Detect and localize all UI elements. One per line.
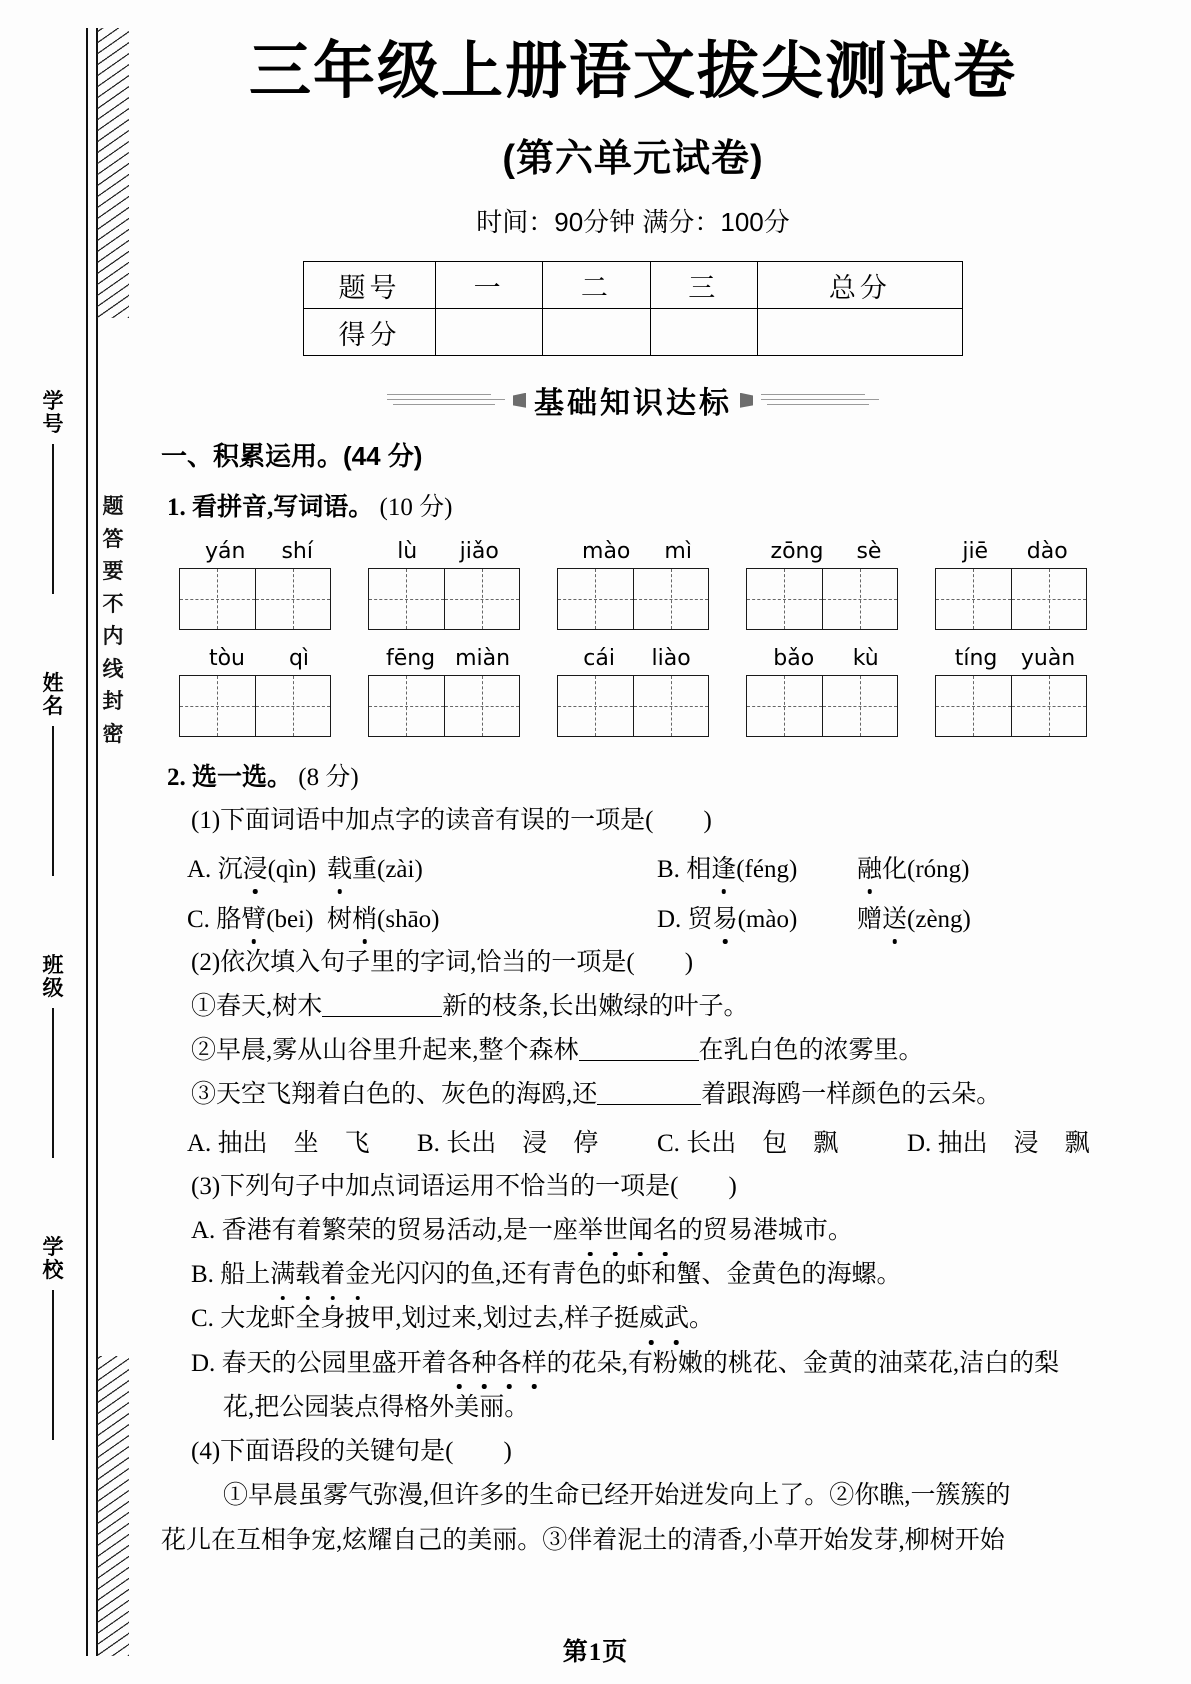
option-word: 包 xyxy=(762,1129,788,1157)
seal-char-4: 内 xyxy=(102,624,124,649)
option-word: 浸 xyxy=(1013,1129,1039,1157)
option-word: 胳臂(bei) xyxy=(216,906,313,933)
score-col-2: 二 xyxy=(543,262,650,309)
option-word: 抽出 xyxy=(937,1129,988,1157)
pinyin-label xyxy=(746,539,906,568)
question-2-1-stem: (1)下面词语中加点字的读音有误的一项是( ) xyxy=(191,807,712,835)
pinyin-syllable: yuàn xyxy=(1020,646,1076,672)
answer-blank[interactable] xyxy=(579,1060,699,1061)
question-2-3-option-a[interactable] xyxy=(161,1214,1105,1247)
option-key: D. xyxy=(657,905,682,933)
pinyin-item xyxy=(368,646,528,737)
pinyin-label xyxy=(179,539,339,568)
label-char-b: 号 xyxy=(42,412,64,437)
score-table xyxy=(303,261,963,356)
hatch-column xyxy=(97,28,129,1656)
sidebar-field-label xyxy=(30,954,76,1000)
sidebar-field-blank[interactable] xyxy=(52,444,54,594)
main-content xyxy=(133,0,1133,1684)
question-2-2-options xyxy=(161,1123,1105,1159)
sentence-prefix: ②早晨,雾从山谷里升起来,整个森林 xyxy=(191,1037,579,1065)
page-subtitle: (第六单元试卷) xyxy=(502,138,764,181)
seal-char-3: 不 xyxy=(102,591,124,616)
writing-grid[interactable] xyxy=(746,568,898,630)
answer-blank[interactable] xyxy=(322,1016,442,1017)
writing-grid[interactable] xyxy=(368,675,520,737)
option-b-second-word: 融化(róng) xyxy=(857,849,970,885)
question-2-score: (8 分) xyxy=(298,764,359,792)
seal-char-1: 答 xyxy=(102,526,124,551)
score-row-label: 得分 xyxy=(304,309,436,356)
option-word: 飘 xyxy=(813,1129,839,1157)
option-word: 飞 xyxy=(344,1129,370,1157)
option-word: 沉浸(qìn) xyxy=(218,856,317,883)
pinyin-syllable: mì xyxy=(664,539,692,565)
question-2-3-option-d[interactable] xyxy=(161,1347,1105,1380)
option-c[interactable] xyxy=(657,1123,907,1159)
writing-grid[interactable] xyxy=(179,675,331,737)
label-char-a: 学 xyxy=(42,1235,64,1259)
pinyin-label xyxy=(179,646,339,675)
option-key: C. xyxy=(657,1129,680,1157)
page-footer: 第1页 xyxy=(562,1639,629,1666)
pinyin-label xyxy=(935,539,1095,568)
pinyin-item xyxy=(935,539,1095,630)
sentence-suffix: 新的枝条,长出嫩绿的叶子。 xyxy=(442,992,749,1020)
option-d-second-word: 赠送(zèng) xyxy=(857,899,971,935)
option-key: A. xyxy=(187,855,212,883)
pinyin-syllable: liào xyxy=(651,646,691,672)
option-key: A. xyxy=(191,1216,216,1244)
seal-char-6: 封 xyxy=(102,689,124,714)
sidebar-field-xuehao[interactable] xyxy=(30,390,76,594)
option-key: D. xyxy=(907,1129,932,1157)
sidebar-field-blank[interactable] xyxy=(52,726,54,876)
sidebar-field-label xyxy=(30,390,76,436)
pinyin-row-2 xyxy=(161,646,1105,737)
question-2-3-option-d-continued: 花,把公园装点得格外美丽。 xyxy=(223,1393,530,1421)
writing-grid[interactable] xyxy=(557,675,709,737)
sidebar-rule-outer xyxy=(86,28,88,1656)
option-word: 抽出 xyxy=(217,1129,268,1157)
pinyin-item xyxy=(557,646,717,737)
answer-blank[interactable] xyxy=(597,1104,701,1105)
pinyin-label xyxy=(935,646,1095,675)
sidebar-field-blank[interactable] xyxy=(52,1008,54,1158)
question-2-text: 选一选。 xyxy=(192,764,293,792)
table-row-scores xyxy=(304,309,963,356)
writing-grid[interactable] xyxy=(935,568,1087,630)
pinyin-item xyxy=(179,646,339,737)
question-1-score: (10 分) xyxy=(379,494,453,522)
pinyin-item xyxy=(935,646,1095,737)
option-key: C. xyxy=(191,1305,214,1333)
seal-sidebar xyxy=(0,0,130,1684)
option-a-second-word: 载重(zài) xyxy=(327,849,657,885)
option-d[interactable] xyxy=(657,899,857,935)
table-row-header xyxy=(304,262,963,309)
option-word: 飘 xyxy=(1064,1129,1090,1157)
option-word: 长出 xyxy=(446,1129,497,1157)
option-a[interactable] xyxy=(187,1123,417,1159)
hatch-band-top xyxy=(97,28,129,318)
option-word: 停 xyxy=(573,1129,599,1157)
score-value-1[interactable] xyxy=(436,309,543,356)
question-2-1-options-line-1 xyxy=(161,849,1105,885)
pinyin-syllable: cái xyxy=(583,646,615,672)
question-2-3-stem: (3)下列句子中加点词语运用不恰当的一项是( ) xyxy=(191,1172,737,1200)
writing-grid[interactable] xyxy=(368,568,520,630)
question-2-heading xyxy=(167,757,1105,793)
sidebar-field-label xyxy=(30,672,76,718)
pinyin-syllable: miàn xyxy=(455,646,511,672)
pinyin-syllable: fēng xyxy=(385,646,436,672)
score-col-1: 一 xyxy=(436,262,543,309)
label-char-b: 级 xyxy=(42,976,64,1001)
option-key: D. xyxy=(191,1349,216,1377)
sidebar-field-banji[interactable] xyxy=(30,954,76,1158)
pinyin-item xyxy=(746,646,906,737)
sidebar-field-xuexiao[interactable] xyxy=(30,1236,76,1440)
option-text: 春天的公园里盛开着各种各样的花朵,有粉嫩的桃花、金黄的油菜花,洁白的梨 xyxy=(222,1350,1060,1377)
pinyin-label xyxy=(746,646,906,675)
pinyin-syllable: kù xyxy=(852,646,879,672)
pinyin-syllable: sè xyxy=(856,539,882,565)
option-word: 相逢(féng) xyxy=(686,856,797,883)
question-2-3-option-b[interactable] xyxy=(161,1258,1105,1291)
label-char-a: 班 xyxy=(42,953,64,977)
pinyin-label xyxy=(368,539,528,568)
pinyin-syllable: yán xyxy=(205,539,246,565)
option-c[interactable] xyxy=(187,899,327,935)
option-key: C. xyxy=(187,905,210,933)
question-2-2-sentence-2 xyxy=(161,1034,1105,1067)
label-char-b: 校 xyxy=(42,1258,64,1283)
section-banner xyxy=(161,378,1105,422)
option-a[interactable] xyxy=(187,849,327,885)
banner-marker-right-icon xyxy=(740,393,753,408)
label-char-b: 名 xyxy=(42,694,64,719)
option-word: 浸 xyxy=(522,1129,548,1157)
question-2-label: 2. xyxy=(167,764,186,792)
question-2-4-stem: (4)下面语段的关键句是( ) xyxy=(191,1438,512,1466)
option-word: 长出 xyxy=(686,1129,737,1157)
seal-char-2: 要 xyxy=(102,559,124,584)
score-value-2[interactable] xyxy=(543,309,650,356)
writing-grid[interactable] xyxy=(179,568,331,630)
option-word: 坐 xyxy=(293,1129,319,1157)
hatch-band-bottom xyxy=(97,1356,129,1656)
pinyin-label xyxy=(557,646,717,675)
sidebar-field-label xyxy=(30,1236,76,1282)
sentence-suffix: 着跟海鸥一样颜色的云朵。 xyxy=(701,1081,1002,1109)
option-key: A. xyxy=(187,1129,212,1157)
question-2-2-sentence-3 xyxy=(161,1078,1105,1111)
writing-grid[interactable] xyxy=(746,675,898,737)
pinyin-syllable: shí xyxy=(281,539,313,565)
pinyin-syllable: lù xyxy=(397,539,418,565)
writing-grid[interactable] xyxy=(935,675,1087,737)
question-2-2-stem: (2)依次填入句子里的字词,恰当的一项是( ) xyxy=(191,948,694,976)
writing-grid[interactable] xyxy=(557,568,709,630)
seal-char-5: 线 xyxy=(102,656,124,681)
option-c-second-word: 树梢(shāo) xyxy=(327,899,657,935)
label-char-a: 学 xyxy=(42,389,64,413)
pinyin-label xyxy=(557,539,717,568)
score-value-total[interactable] xyxy=(757,309,962,356)
part-one-heading: 一、积累运用。(44 分) xyxy=(161,441,423,472)
option-b[interactable] xyxy=(657,849,857,885)
pinyin-row-1 xyxy=(161,539,1105,630)
seal-char-7: 密 xyxy=(102,721,124,746)
sidebar-field-xingming[interactable] xyxy=(30,672,76,876)
exam-meta: 时间：90分钟 满分：100分 xyxy=(476,207,790,238)
question-2-1-options-line-2 xyxy=(161,899,1105,935)
question-2-2-sentence-1 xyxy=(161,990,1105,1023)
pinyin-item xyxy=(557,539,717,630)
question-1-text: 看拼音,写词语。 xyxy=(192,494,374,522)
pinyin-label xyxy=(368,646,528,675)
sentence-prefix: ③天空飞翔着白色的、灰色的海鸥,还 xyxy=(191,1081,598,1109)
option-key: B. xyxy=(657,855,680,883)
pinyin-syllable: zōng xyxy=(770,539,824,565)
seal-char-0: 题 xyxy=(102,494,124,518)
section-banner-title: 基础知识达标 xyxy=(534,387,732,421)
label-char-a: 姓 xyxy=(42,671,64,695)
question-2-4-paragraph-line-1: ①早晨虽雾气弥漫,但许多的生命已经开始迸发向上了。②你瞧,一簇簇的 xyxy=(223,1482,1011,1510)
option-text: 香港有着繁荣的贸易活动,是一座举世闻名的贸易港城市。 xyxy=(222,1217,853,1244)
option-key: B. xyxy=(191,1261,214,1289)
pinyin-syllable: jiē xyxy=(962,539,989,565)
pinyin-syllable: bǎo xyxy=(773,646,815,672)
pinyin-item xyxy=(746,539,906,630)
pinyin-syllable: dào xyxy=(1026,539,1068,565)
pinyin-item xyxy=(179,539,339,630)
pinyin-syllable: tòu xyxy=(208,646,245,672)
option-key: B. xyxy=(417,1129,440,1157)
seal-line-text xyxy=(99,490,127,750)
banner-deco-left xyxy=(387,393,505,407)
banner-deco-right xyxy=(761,393,879,407)
score-col-3: 三 xyxy=(650,262,757,309)
question-1-heading xyxy=(167,487,1105,523)
pinyin-item xyxy=(368,539,528,630)
option-word: 贸易(mào) xyxy=(688,906,798,933)
question-2-3-option-c[interactable] xyxy=(161,1302,1105,1335)
question-2-4-paragraph-line-2: 花儿在互相争宠,炫耀自己的美丽。③伴着泥土的清香,小草开始发芽,柳树开始 xyxy=(161,1526,1005,1554)
banner-marker-left-icon xyxy=(513,393,526,408)
sentence-prefix: ①春天,树木 xyxy=(191,992,323,1020)
option-d[interactable] xyxy=(907,1123,1090,1159)
sidebar-field-blank[interactable] xyxy=(52,1290,54,1440)
score-value-3[interactable] xyxy=(650,309,757,356)
option-b[interactable] xyxy=(417,1123,657,1159)
score-col-total: 总分 xyxy=(757,262,962,309)
score-row-label: 题号 xyxy=(304,262,436,309)
pinyin-syllable: jiǎo xyxy=(459,539,499,565)
page-title: 三年级上册语文拔尖测试卷 xyxy=(248,37,1017,106)
sentence-suffix: 在乳白色的浓雾里。 xyxy=(698,1037,924,1065)
option-text: 大龙虾全身披甲,划过来,划过去,样子挺威武。 xyxy=(220,1305,714,1332)
option-text: 船上满载着金光闪闪的鱼,还有青色的虾和蟹、金黄色的海螺。 xyxy=(220,1261,901,1288)
question-1-label: 1. xyxy=(167,494,186,522)
pinyin-syllable: qì xyxy=(288,646,310,672)
pinyin-syllable: mào xyxy=(582,539,631,565)
pinyin-syllable: tíng xyxy=(954,646,998,672)
